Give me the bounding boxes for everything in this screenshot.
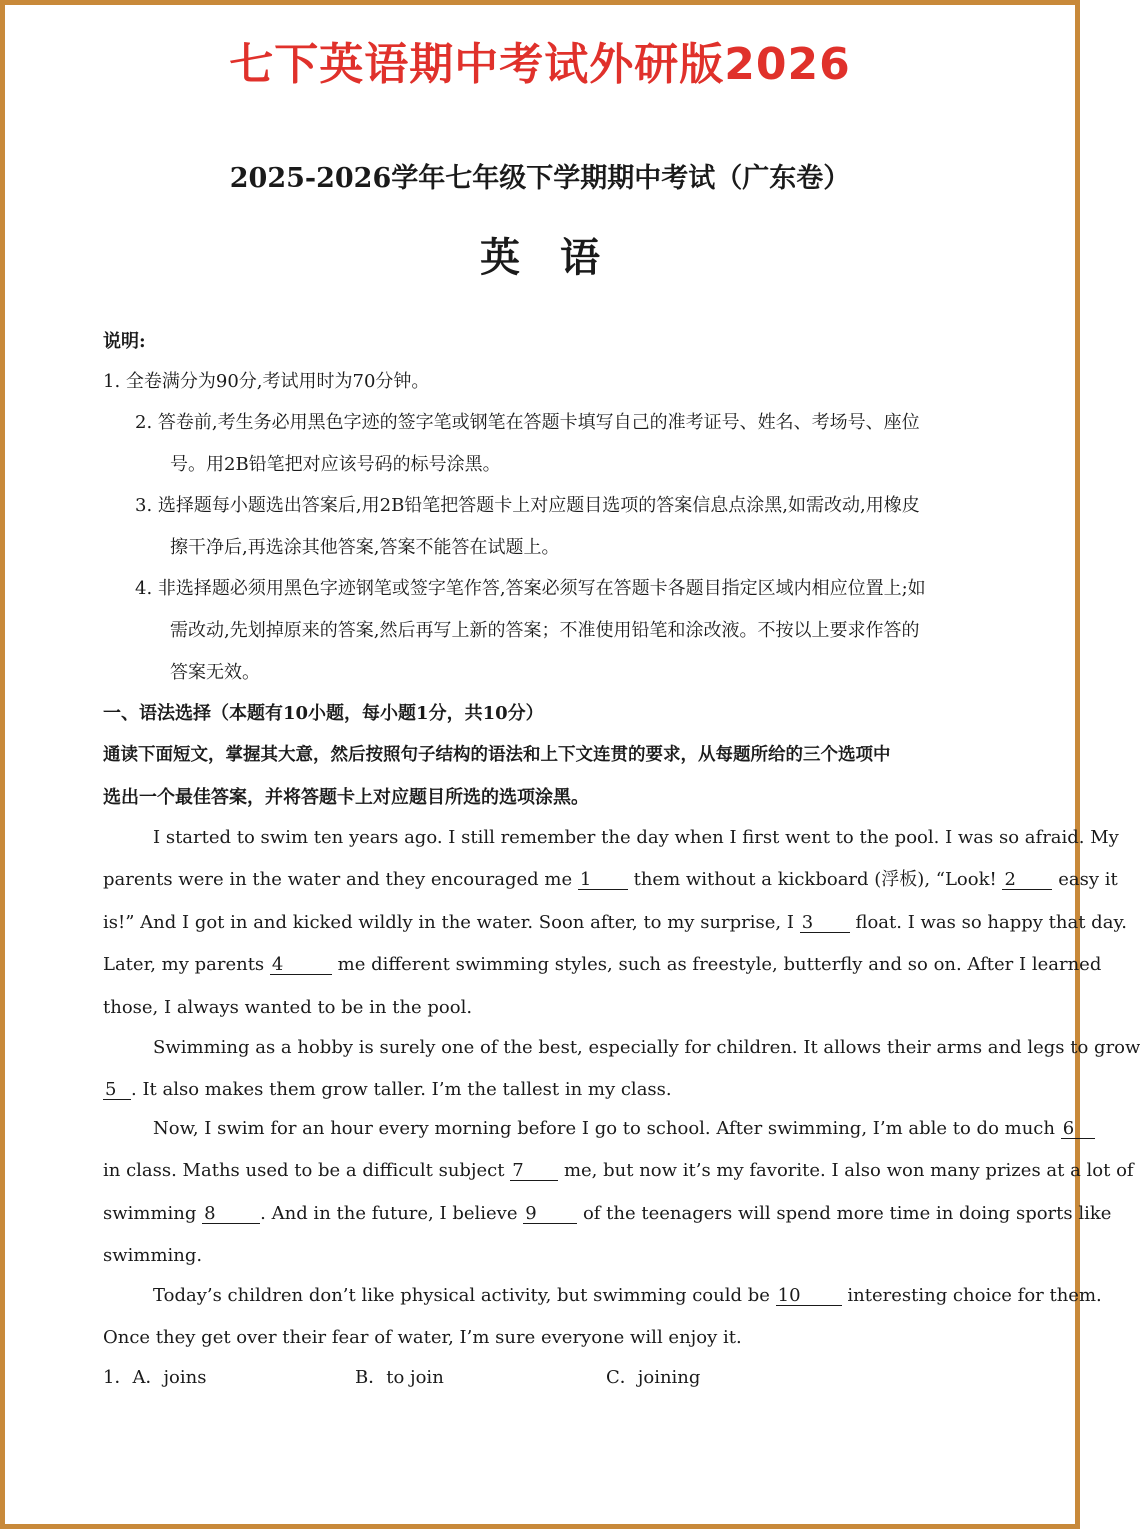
passage-line: parents were in the water and they encouraged me 1 them without a kickboard (浮板), “Look! 2 easy it [103, 869, 1118, 890]
blank-7: 7 [510, 1162, 558, 1181]
passage-line: in class. Maths used to be a difficult subject 7 me, but now it’s my favorite. I also won many prizes at a lot of [103, 1160, 1134, 1181]
question-1-option-c: C．joining [606, 1367, 701, 1388]
passage-line: Once they get over their fear of water, I’m sure everyone will enjoy it. [103, 1327, 742, 1348]
passage-line: is!” And I got in and kicked wildly in the water. Soon after, to my surprise, I 3 float. I was so happy that day. [103, 912, 1127, 933]
blank-5: 5 [103, 1081, 131, 1100]
blank-8: 8 [202, 1205, 260, 1224]
note-line: 需改动,先划掉原来的答案,然后再写上新的答案；不准使用铅笔和涂改液。不按以上要求作答的 [170, 620, 920, 641]
note-line: 2. 答卷前,考生务必用黑色字迹的签字笔或钢笔在答题卡填写自己的准考证号、姓名、考场号、座位 [135, 412, 920, 433]
passage-line: Today’s children don’t like physical activity, but swimming could be 10 interesting choice for them. [153, 1285, 1102, 1306]
passage-line: Swimming as a hobby is surely one of the best, especially for children. It allows their arms and legs to grow [153, 1037, 1140, 1058]
blank-3: 3 [800, 914, 850, 933]
passage-line: I started to swim ten years ago. I still remember the day when I first went to the pool. I was so afraid. My [153, 827, 1119, 848]
passage-line: swimming. [103, 1245, 203, 1266]
question-1-option-a: 1．A．joins [103, 1367, 207, 1388]
passage-line: Later, my parents 4 me different swimming styles, such as freestyle, butterfly and so on. After I learned [103, 954, 1102, 975]
note-line: 擦干净后,再选涂其他答案,答案不能答在试题上。 [170, 537, 560, 558]
section-instruction: 选出一个最佳答案，并将答题卡上对应题目所选的选项涂黑。 [103, 787, 589, 808]
note-line: 3. 选择题每小题选出答案后,用2B铅笔把答题卡上对应题目选项的答案信息点涂黑,如需改动,用橡皮 [135, 495, 920, 516]
blank-4: 4 [270, 956, 332, 975]
section-instruction: 通读下面短文，掌握其大意，然后按照句子结构的语法和上下文连贯的要求，从每题所给的三个选项中 [103, 745, 891, 765]
blank-2: 2 [1002, 871, 1052, 890]
blank-1: 1 [578, 871, 628, 890]
blank-10: 10 [776, 1287, 842, 1306]
passage-line: those, I always wanted to be in the pool. [103, 997, 473, 1018]
note-line: 1. 全卷满分为90分,考试用时为70分钟。 [103, 371, 430, 392]
section-heading: 一、语法选择（本题有10小题，每小题1分，共10分） [103, 703, 544, 724]
note-line: 4. 非选择题必须用黑色字迹钢笔或签字笔作答,答案必须写在答题卡各题目指定区域内相应位置上;如 [135, 578, 926, 599]
blank-6: 6 [1061, 1120, 1095, 1139]
exam-title: 2025-2026学年七年级下学期期中考试（广东卷） [229, 163, 851, 194]
passage-line: Now, I swim for an hour every morning before I go to school. After swimming, I’m able to do much 6 [153, 1117, 977, 1141]
banner-title: 七下英语期中考试外研版2026 [229, 39, 851, 90]
notes-heading: 说明: [103, 331, 146, 352]
note-line: 答案无效。 [170, 662, 260, 683]
question-1-option-b: B．to join [355, 1367, 444, 1388]
blank-9: 9 [523, 1205, 577, 1224]
subject-title: 英语 [480, 235, 640, 281]
note-line: 号。用2B铅笔把对应该号码的标号涂黑。 [170, 454, 501, 475]
passage-line: 5 . It also makes them grow taller. I’m the tallest in my class. [105, 1079, 672, 1100]
passage-line: swimming 8 . And in the future, I believe 9 of the teenagers will spend more time in doing sports like [103, 1203, 1112, 1224]
